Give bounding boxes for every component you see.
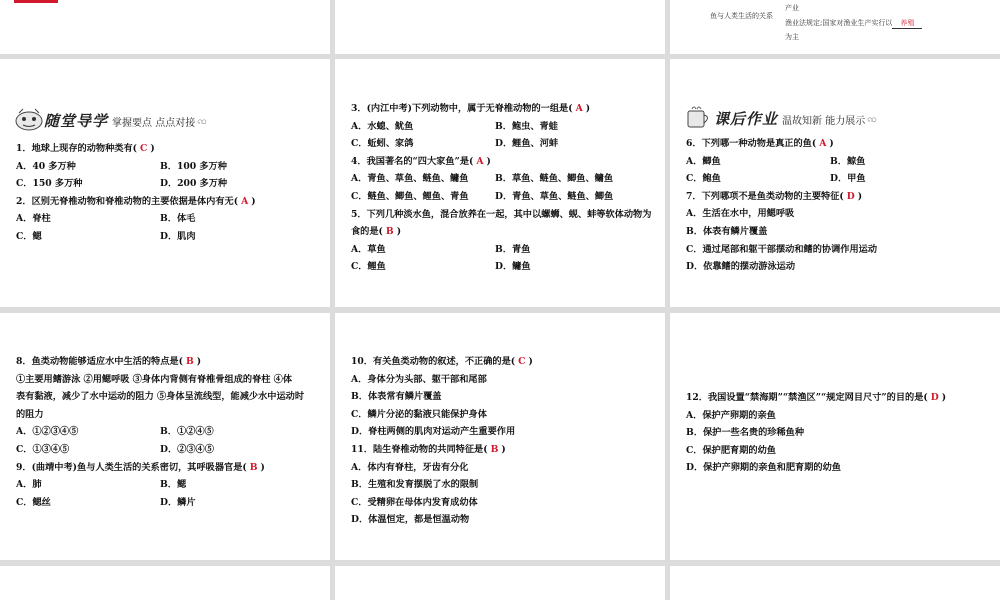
text-line: D．保护产卵期的亲鱼和肥育期的幼鱼: [686, 462, 841, 474]
text-line: D．体温恒定，都是恒温动物: [351, 514, 470, 526]
question-text: 7．下列哪项不是鱼类动物的主要特征(: [686, 190, 844, 202]
question-text: 1．地球上现存的动物种类有(: [16, 143, 137, 154]
question-stem: [351, 226, 401, 238]
topright-line-1: 产业: [785, 4, 799, 12]
slide-bottom-middle: [335, 566, 665, 600]
text-line: B．体表有鳞片覆盖: [686, 226, 768, 237]
option-right: D．鳙鱼: [495, 261, 531, 273]
answer-letter: A: [819, 138, 827, 149]
text-line: C．通过尾部和躯干部摆动和鳍的协调作用运动: [686, 243, 878, 255]
question-stem: [16, 196, 256, 208]
question-text: 6．下列哪一种动物是真正的鱼(: [686, 138, 817, 149]
text-line: A．保护产卵期的亲鱼: [686, 409, 776, 421]
option-right: B．青鱼: [495, 243, 531, 255]
mascot-icon: [14, 107, 44, 131]
question-close: ): [396, 226, 402, 238]
banner-subtitle: 掌握要点 点点对接: [112, 118, 196, 129]
answer-letter: B: [385, 226, 394, 238]
banner-homework: [684, 105, 877, 129]
option-left: C．蚯蚓、家鸽: [351, 138, 414, 150]
text-line: A．体内有脊柱，牙齿有分化: [351, 461, 469, 473]
option-left: A．水螅、鱿鱼: [351, 120, 414, 132]
text-line: B．生殖和发育摆脱了水的限制: [351, 479, 479, 491]
option-right: B．草鱼、鲢鱼、鲫鱼、鳙鱼: [495, 173, 614, 185]
option-left: C．①③④⑤: [16, 444, 70, 455]
question-close: ): [585, 103, 591, 114]
slide-questions-10-11: [335, 313, 665, 560]
slide-questions-3-5: [335, 59, 665, 307]
question-stem: [686, 138, 834, 150]
option-right: B．鲍虫、青蛙: [495, 120, 558, 132]
text-line: C．受精卵在母体内发育成幼体: [351, 496, 478, 508]
text-line: ①主要用鳍游泳 ②用鳃呼吸 ③身体内背侧有脊椎骨组成的脊柱 ④体: [16, 373, 293, 385]
answer-letter: D: [930, 392, 939, 403]
text-line: C．保护肥育期的幼鱼: [686, 444, 776, 456]
question-close: ): [829, 138, 834, 149]
text-line: D．脊柱两侧的肌肉对运动产生重要作用: [351, 426, 516, 438]
option-right: D．肌肉: [160, 231, 196, 242]
option-left: A．40 多万种: [16, 160, 76, 172]
swirl-icon: ꩡ: [197, 116, 207, 127]
option-right: D．甲鱼: [830, 173, 866, 185]
red-mark: [14, 0, 58, 3]
text-line: B．保护一些名贵的珍稀鱼种: [686, 427, 805, 439]
option-left: C．鲍鱼: [686, 173, 721, 185]
text-line: D．依靠鳍的摆动游泳运动: [686, 261, 796, 273]
text-line: A．生活在水中，用鳃呼吸: [686, 208, 795, 220]
answer-letter: B: [185, 356, 194, 367]
question-close: ): [150, 143, 155, 154]
option-right: D．青鱼、草鱼、鲢鱼、鲫鱼: [495, 191, 614, 202]
cup-icon: [684, 105, 714, 129]
question-close: ): [528, 356, 533, 367]
question-stem: [686, 392, 946, 404]
option-left: C．鳃丝: [16, 496, 51, 508]
option-right: D．鲤鱼、河蚌: [495, 138, 559, 150]
option-left: A．鲫鱼: [686, 155, 721, 167]
question-text: 10．有关鱼类动物的叙述，不正确的是(: [351, 356, 516, 367]
question-stem: [16, 143, 155, 155]
banner-in-class-guide: [14, 107, 207, 131]
option-left: C．鲢鱼、鲫鱼、鲤鱼、青鱼: [351, 191, 469, 202]
option-left: A．草鱼: [351, 243, 386, 255]
option-left: C．150 多万种: [16, 178, 83, 190]
swirl-icon: ꩡ: [867, 114, 877, 125]
question-stem: [351, 156, 491, 168]
question-stem: [16, 356, 201, 368]
text-line: C．鳞片分泌的黏液只能保护身体: [351, 408, 487, 420]
option-left: A．①②③④⑤: [16, 426, 79, 438]
question-stem: [351, 103, 590, 115]
slide-bottom-right: [670, 566, 1000, 600]
question-text: 11．陆生脊椎动物的共同特征是(: [351, 444, 488, 455]
question-close: ): [486, 155, 491, 167]
question-stem: [351, 444, 506, 456]
topright-blank: 养殖: [892, 19, 922, 29]
text-line: A．身体分为头部、躯干部和尾部: [351, 373, 487, 385]
text-line: B．体表常有鳞片覆盖: [351, 391, 442, 403]
text-line: 的阻力: [16, 408, 44, 420]
question-close: ): [941, 392, 947, 403]
option-left: C．鲤鱼: [351, 261, 386, 273]
question-stem: [16, 462, 265, 474]
question-close: ): [260, 461, 265, 473]
question-close: ): [501, 444, 506, 455]
answer-letter: C: [518, 356, 526, 367]
option-left: A．脊柱: [16, 213, 51, 225]
answer-letter: A: [575, 103, 583, 114]
slide-top-left: [0, 0, 330, 54]
question-text: 12．我国设置“禁海期”“禁渔区”“规定网目尺寸”的目的是(: [686, 392, 928, 403]
text-line: 表有黏液，减少了水中运动的阻力 ⑤身体呈流线型，能减少水中运动时: [16, 391, 305, 403]
option-right: B．体毛: [160, 213, 196, 225]
option-right: B．鲸鱼: [830, 155, 866, 167]
slide-question-12: [670, 313, 1000, 560]
option-right: D．200 多万种: [160, 178, 228, 190]
slide-questions-6-7: [670, 59, 1000, 307]
question-stem: [351, 356, 533, 368]
text-line: 5．下列几种淡水鱼，混合放养在一起，其中以螺蛳、蚬、蚌等软体动物为: [351, 208, 652, 220]
topright-line-3: 为主: [785, 33, 799, 41]
answer-letter: B: [490, 444, 499, 455]
question-close: ): [857, 190, 863, 202]
option-right: B．100 多万种: [160, 160, 227, 172]
answer-letter: B: [249, 461, 258, 473]
option-right: D．②③④⑤: [160, 444, 214, 455]
slide-top-middle: [335, 0, 665, 54]
answer-letter: C: [140, 143, 148, 154]
question-close: ): [196, 356, 202, 367]
question-text: 2．区别无脊椎动物和脊椎动物的主要依据是体内有无(: [16, 195, 239, 207]
slide-top-right: [670, 0, 1000, 54]
question-text: 8．鱼类动物能够适应水中生活的特点是(: [16, 356, 183, 367]
option-left: C．鳃: [16, 231, 42, 242]
option-left: A．肺: [16, 479, 42, 491]
topright-line-2: [785, 19, 922, 29]
answer-letter: D: [846, 190, 855, 202]
question-close: ): [251, 195, 256, 207]
option-right: B．鳃: [160, 479, 187, 491]
slide-questions-8-9: [0, 313, 330, 560]
option-left: A．青鱼、草鱼、鲢鱼、鳙鱼: [351, 173, 469, 185]
banner-title: 随堂导学: [44, 112, 109, 130]
question-text: 9．(曲靖中考)鱼与人类生活的关系密切，其呼吸器官是(: [16, 461, 247, 473]
option-right: B．①②④⑤: [160, 426, 214, 438]
topright-line-2-text: 渔业法规定;国家对渔业生产实行以: [785, 19, 893, 27]
option-right: D．鳞片: [160, 496, 196, 508]
question-text: 4．我国著名的“四大家鱼”是(: [351, 155, 474, 167]
banner-title: 课后作业: [714, 110, 779, 128]
banner-subtitle: 温故知新 能力展示: [782, 116, 866, 127]
answer-letter: A: [241, 195, 249, 207]
question-text: 3．(内江中考)下列动物中，属于无脊椎动物的一组是(: [351, 103, 573, 114]
slide-questions-1-2: [0, 59, 330, 307]
answer-letter: A: [476, 155, 484, 167]
topright-topic: 鱼与人类生活的关系: [710, 12, 773, 20]
slide-bottom-left: [0, 566, 330, 600]
question-text: 食的是(: [351, 226, 383, 238]
question-stem: [686, 191, 862, 203]
